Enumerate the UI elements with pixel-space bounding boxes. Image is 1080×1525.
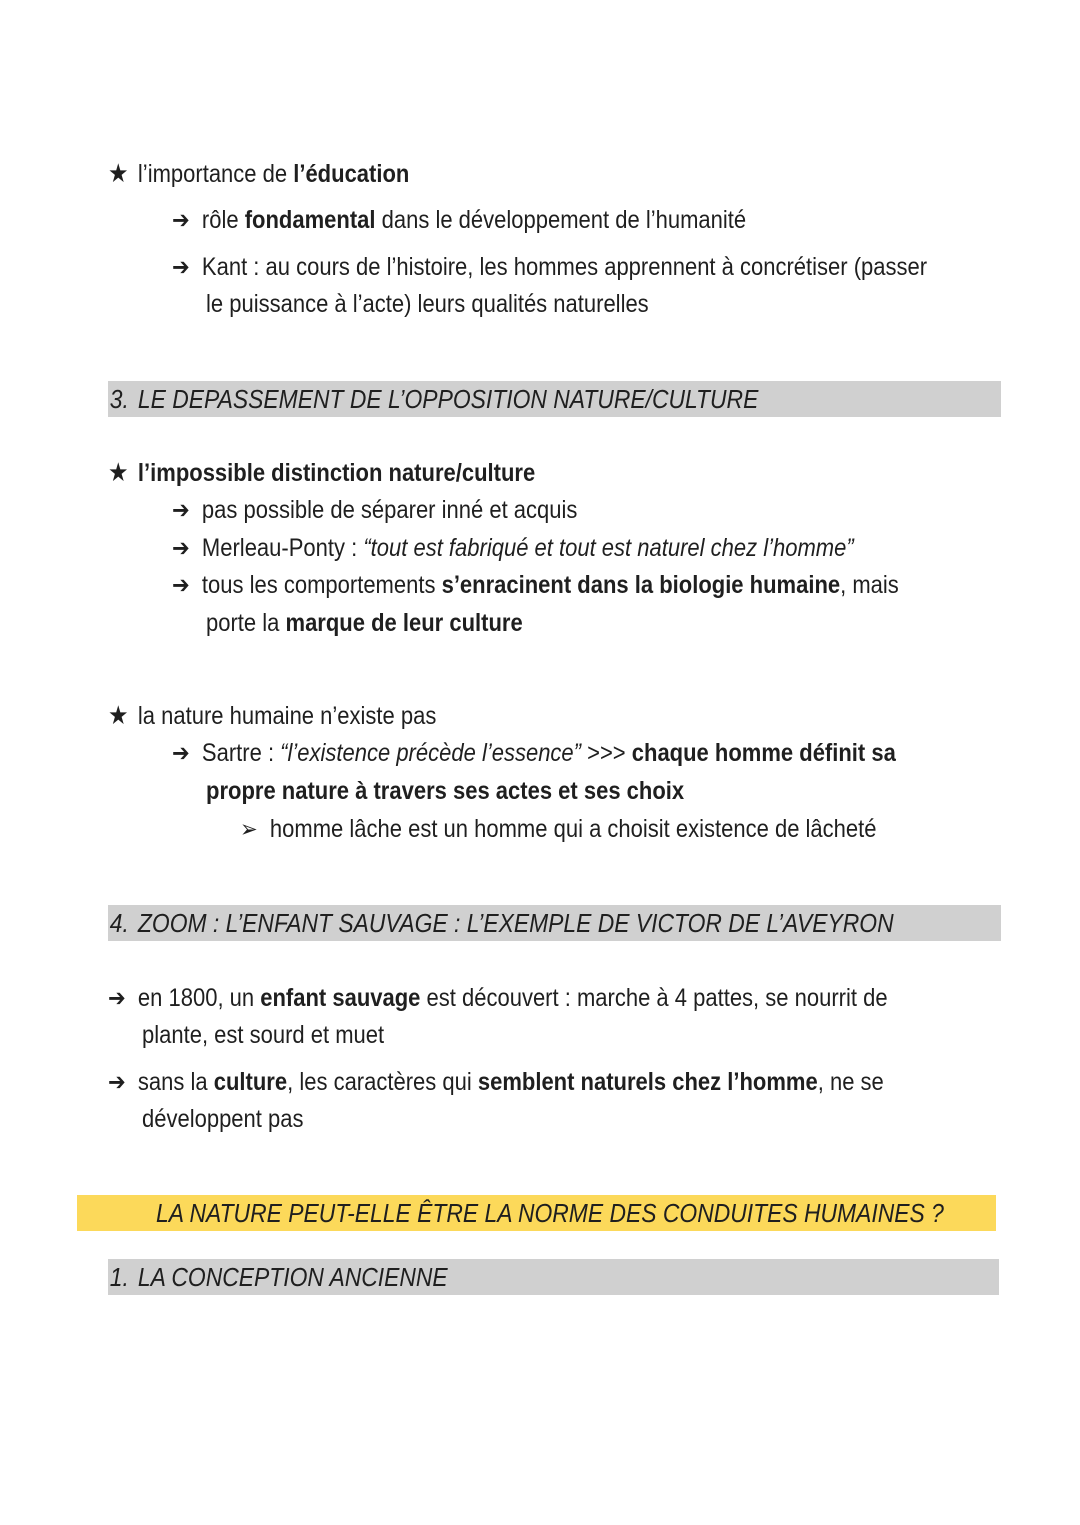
distinction-heading: ★ l’impossible distinction nature/culture: [108, 454, 535, 492]
education-point-2: ➔ Kant : au cours de l’histoire, les hommes apprennent à concrétiser (passer: [172, 248, 927, 286]
distinction-point-3-cont: porte la marque de leur culture: [206, 609, 523, 637]
distinction-point-2: ➔ Merleau-Ponty : “tout est fabriqué et tout est naturel chez l’homme”: [172, 529, 854, 567]
sartre-point: ➔ Sartre : “l’existence précède l’essence” >>> chaque homme définit sa: [172, 734, 896, 772]
star-icon: ★: [108, 458, 129, 488]
sub-arrow-icon: ➢: [240, 815, 258, 843]
sartre-point-cont: propre nature à travers ses actes et ses choix: [206, 777, 685, 805]
arrow-icon: ➔: [172, 739, 190, 767]
arrow-icon: ➔: [172, 253, 190, 281]
arrow-icon: ➔: [172, 496, 190, 524]
chapter-heading: LA NATURE PEUT-ELLE ÊTRE LA NORME DES CONDUITES HUMAINES ?: [77, 1195, 996, 1231]
arrow-icon: ➔: [172, 534, 190, 562]
nature-humaine-heading: ★ la nature humaine n’existe pas: [108, 697, 436, 735]
victor-point-2-cont: développent pas: [142, 1105, 304, 1133]
arrow-icon: ➔: [172, 206, 190, 234]
arrow-icon: ➔: [108, 984, 126, 1012]
section-4-heading: 4. ZOOM : L’ENFANT SAUVAGE : L’EXEMPLE DE VICTOR DE L’AVEYRON: [108, 905, 1001, 941]
star-icon: ★: [108, 159, 129, 189]
education-heading: ★ l’importance de l’éducation: [108, 155, 409, 193]
victor-point-1-cont: plante, est sourd et muet: [142, 1021, 385, 1049]
arrow-icon: ➔: [108, 1068, 126, 1096]
star-icon: ★: [108, 701, 129, 731]
sartre-sub-point: ➢ homme lâche est un homme qui a choisit existence de lâcheté: [240, 810, 876, 848]
distinction-point-1: ➔ pas possible de séparer inné et acquis: [172, 491, 577, 529]
distinction-point-3: ➔ tous les comportements s’enracinent dans la biologie humaine, mais: [172, 566, 899, 604]
education-point-2-cont: le puissance à l’acte) leurs qualités naturelles: [206, 290, 649, 318]
arrow-icon: ➔: [172, 571, 190, 599]
section-3-heading: 3. LE DEPASSEMENT DE L’OPPOSITION NATURE/CULTURE: [108, 381, 1001, 417]
education-point-1: ➔ rôle fondamental dans le développement de l’humanité: [172, 201, 746, 239]
victor-point-1: ➔ en 1800, un enfant sauvage est découvert : marche à 4 pattes, se nourrit de: [108, 979, 888, 1017]
victor-point-2: ➔ sans la culture, les caractères qui semblent naturels chez l’homme, ne se: [108, 1063, 884, 1101]
section-1-heading: 1. LA CONCEPTION ANCIENNE: [108, 1259, 999, 1295]
